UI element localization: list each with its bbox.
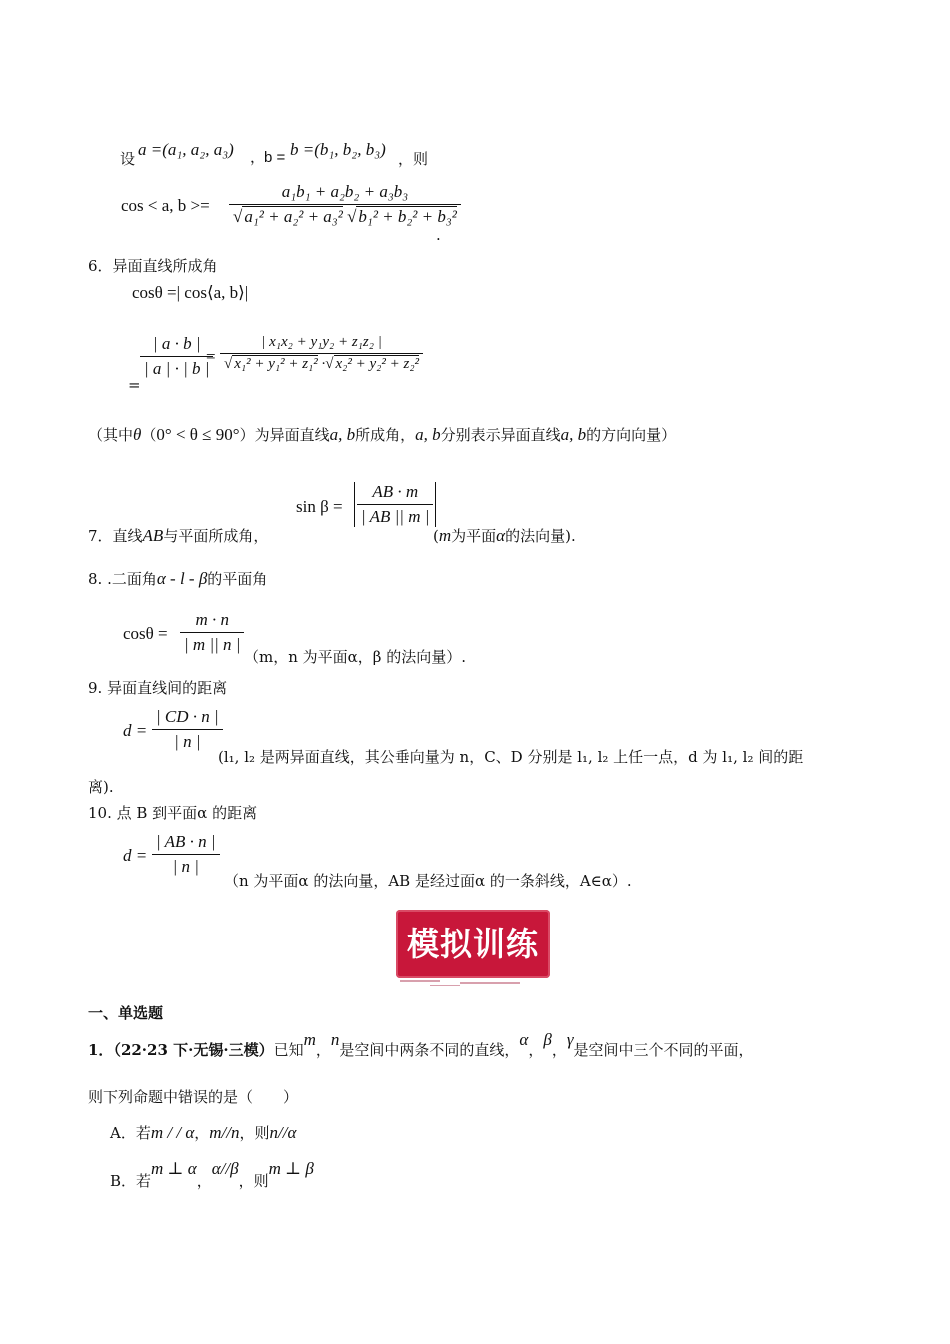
sec5-b-vector: b =(b₁, b₂, b₃)	[290, 140, 386, 159]
q1-line2: 则下列命题中错误的是（ ）	[88, 1088, 299, 1106]
section-title: 一、单选题	[88, 1004, 164, 1022]
sec10-tail: （n 为平面α 的法向量，AB 是经过面α 的一条斜线，A∈α）.	[224, 872, 632, 890]
banner-speck	[400, 980, 440, 982]
sec6-fraction-1	[140, 334, 213, 379]
sec8-text: 的平面角	[207, 570, 268, 588]
practice-banner	[396, 910, 550, 978]
sec8-den: | m || n |	[184, 635, 241, 654]
sec7-tail-a: (	[433, 527, 439, 545]
sec7-tail-c: 的法向量).	[505, 527, 576, 545]
sec6-note-f: 的方向向量）	[586, 426, 677, 444]
sec8-line	[88, 568, 267, 589]
q1-stem-b: 是空间中两条不同的直线，	[339, 1041, 520, 1059]
sec8-tail: （m，n 为平面α，β 的法向量）.	[244, 648, 466, 666]
sec7-den: | AB || m |	[361, 507, 430, 526]
sec9-tail2: 离).	[88, 778, 114, 796]
q1-stem-a: 已知	[273, 1041, 304, 1059]
q1-sep2: ，	[528, 1041, 544, 1059]
q1-optB-1: m ⊥ α	[151, 1159, 197, 1178]
q1-sep1: ，	[315, 1041, 331, 1059]
sec9-d: d =	[123, 721, 148, 740]
sec6-title: 6．异面直线所成角	[88, 257, 218, 275]
q1-number: 1．	[88, 1041, 114, 1059]
sec6-note-range: 0° < θ ≤ 90°	[156, 425, 240, 444]
sec5-a-vector: a =(a₁, a₂, a₃)	[138, 140, 234, 159]
sec6-fraction-2: $\frac{\text{| x₁x₂ + y₁y₂ + z₁z₂ |}}{\text{√ x₁² + y₁² + z₁² ·√ x₂² + y₂² + z₂²}}$	[220, 334, 423, 373]
sec7-fraction	[354, 482, 436, 527]
sec7-ab: AB	[142, 526, 164, 545]
sec6-note-ab2: a, b	[415, 425, 441, 444]
sec8-num: m · n	[180, 610, 244, 633]
sec5-then: ，则	[398, 150, 429, 168]
sec8-label: 8. .二面角	[88, 570, 157, 588]
sec6-note-e: 分别表示异面直线	[440, 426, 561, 444]
sec10-d: d =	[123, 846, 148, 865]
sec8-cos: cosθ =	[123, 624, 168, 643]
sec5-cos-numerator: a₁b₁ + a₂b₂ + a₃b₃	[229, 182, 461, 205]
q1-m: m	[303, 1030, 316, 1049]
practice-banner-text: 模拟训练	[406, 925, 539, 963]
q1-option-a	[110, 1122, 296, 1143]
q1-n: n	[330, 1030, 340, 1049]
sec5-cos-fraction: $\frac{\text{a₁b₁ + a₂b₂ + a₃b₃}}{\text{√ a₁² + a₂² + a₃² √ b₁² + b₂² + b₃²}}$	[229, 182, 461, 227]
sec6-frac2-num: | x₁x₂ + y₁y₂ + z₁z₂ |	[220, 334, 423, 354]
sec7-sin: sin β =	[296, 497, 343, 516]
sec7-tail	[433, 525, 576, 546]
banner-speck	[460, 982, 520, 984]
sec8-expr: α - l - β	[156, 569, 208, 588]
q1-optB-2: α//β	[211, 1159, 239, 1178]
sec9-den: | n |	[174, 732, 201, 751]
sec9-title: 9. 异面直线间的距离	[88, 679, 228, 697]
sec7-line	[88, 525, 268, 546]
banner-speck	[430, 985, 460, 986]
q1-optB-then: ，则	[238, 1172, 269, 1190]
q1-optB-3: m ⊥ β	[268, 1159, 314, 1178]
sec6-note	[88, 424, 676, 445]
sec7-tail-alpha: α	[496, 526, 506, 545]
q1-option-b	[110, 1159, 314, 1191]
q1-beta: β	[543, 1030, 552, 1049]
sec6-frac1-num: | a · b |	[140, 334, 213, 357]
q1-source: （22·23 下·无锡·三模）	[113, 1041, 274, 1059]
q1-optA-label: A．若	[110, 1124, 151, 1142]
sec9-num: | CD · n |	[152, 707, 223, 730]
q1-sep3: ，	[551, 1041, 567, 1059]
sec6-note-ab1: a, b	[329, 425, 356, 444]
q1-gamma: γ	[566, 1030, 574, 1049]
sec5-cos-lhs: cos < a, b >=	[121, 196, 210, 215]
sec10-den: | n |	[172, 857, 199, 876]
q1-stem-c: 是空间中三个不同的平面，	[573, 1041, 754, 1059]
sec6-note-c: ）为异面直线	[239, 426, 330, 444]
sec7-tail-b: 为平面	[451, 527, 497, 545]
sec6-note-d: 所成角，	[355, 426, 416, 444]
sec7-text: 与平面所成角，	[163, 527, 269, 545]
q1-optB-label: B．若	[110, 1172, 152, 1190]
sec8-fraction	[180, 610, 244, 655]
sec6-note-ab3: a, b	[560, 425, 587, 444]
sec10-fraction	[152, 832, 220, 877]
sec5-cos-den-a: a₁² + a₂² + a₃²	[244, 207, 343, 226]
q1-optA-then: ，则	[239, 1124, 270, 1142]
sec6-eq-prefix: =	[128, 376, 141, 394]
sec5-b-label: b =	[264, 149, 286, 166]
q1-optA-1: m / / α	[150, 1123, 195, 1142]
sec5-cos-den-b: b₁² + b₂² + b₃²	[358, 207, 457, 226]
sec5-she: 设	[120, 150, 136, 168]
q1-stem	[88, 1030, 754, 1060]
q1-optB-sep: ，	[196, 1172, 212, 1190]
sec10-num: | AB · n |	[152, 832, 220, 855]
sec7-tail-m: m	[438, 526, 452, 545]
q1-optA-2: m//n	[209, 1123, 240, 1142]
sec9-fraction	[152, 707, 223, 752]
sec5-comma: ，	[250, 148, 266, 166]
sec6-frac2-den-a: x₁² + y₁² + z₁²	[234, 356, 318, 372]
sec6-frac2-den-b: x₂² + y₂² + z₂²	[335, 356, 420, 372]
sec7-num: AB · m	[357, 482, 433, 505]
sec9-tail: (l₁, l₂ 是两异面直线，其公垂向量为 n，C、D 分别是 l₁, l₂ 上任一点，d 为 l₁, l₂ 间的距	[218, 748, 804, 766]
q1-optA-sep: ，	[194, 1124, 210, 1142]
sec6-note-b: （	[141, 426, 157, 444]
sec6-note-a: （其中	[88, 426, 134, 444]
sec10-title: 10. 点 B 到平面α 的距离	[88, 804, 258, 822]
sec6-cos-line: cosθ =| cos⟨a, b⟩|	[132, 283, 249, 302]
sec6-note-theta: θ	[133, 425, 142, 444]
q1-alpha: α	[519, 1030, 529, 1049]
sec6-frac1-den: | a | · | b |	[144, 359, 210, 378]
q1-optA-3: n//α	[269, 1123, 297, 1142]
sec6-eq-mid: =	[206, 347, 216, 366]
sec5-end-dot: .	[436, 226, 441, 244]
sec7-label: 7．直线	[88, 527, 143, 545]
